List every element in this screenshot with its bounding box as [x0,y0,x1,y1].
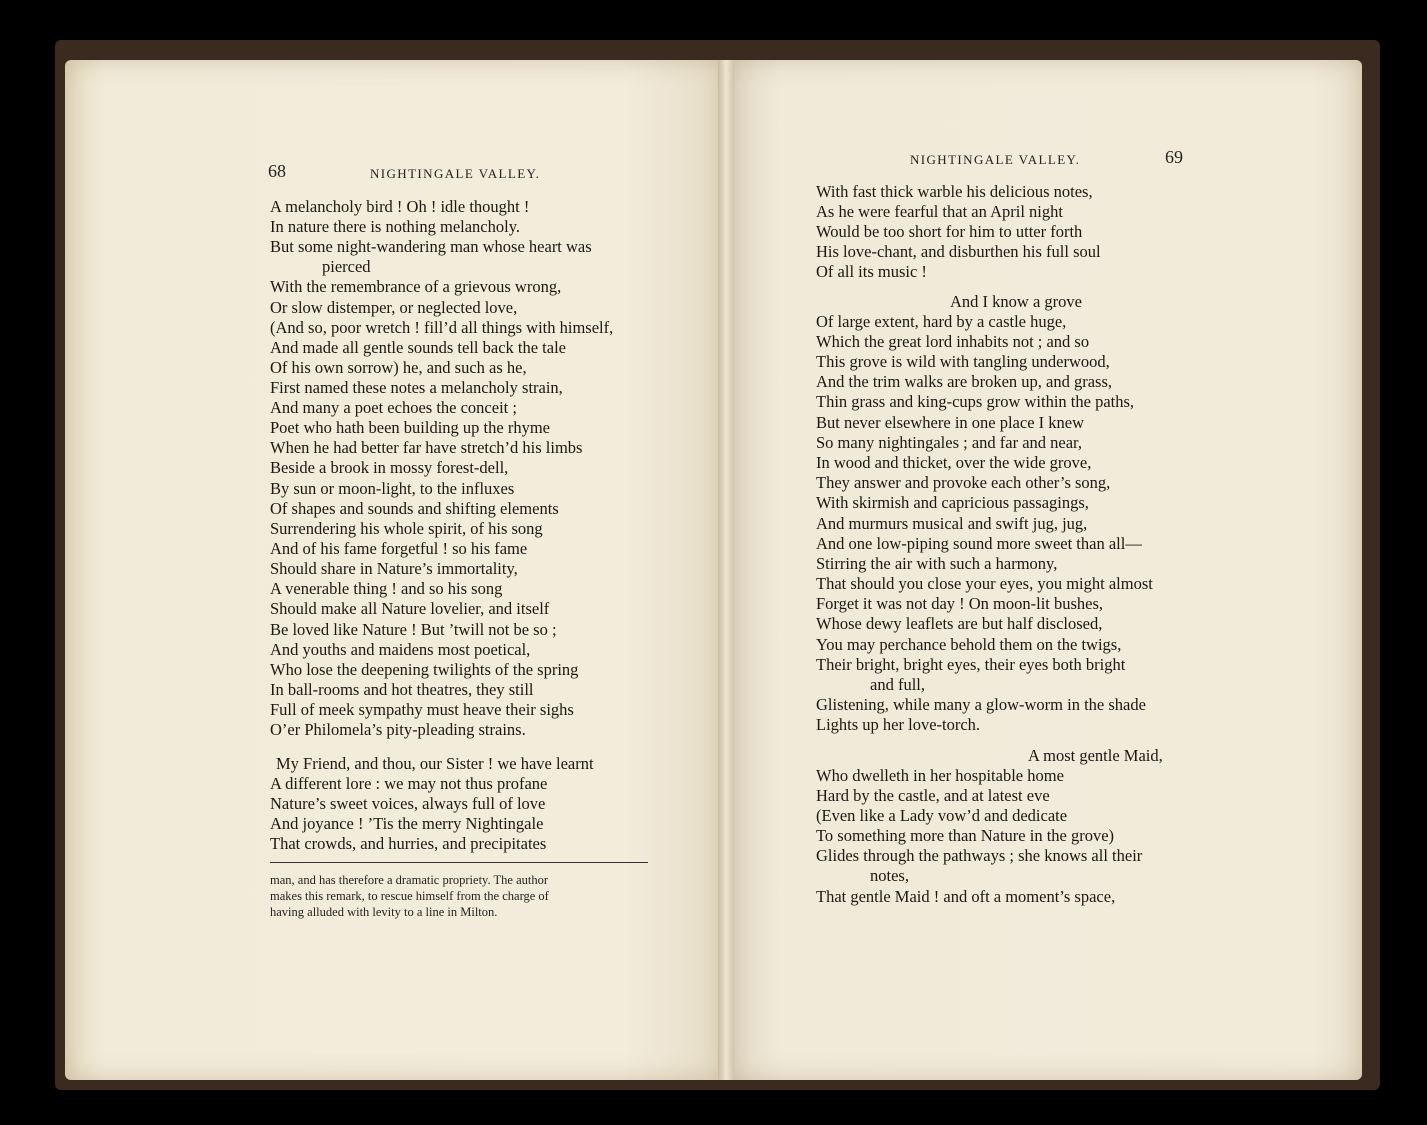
poem-line: And youths and maidens most poetical, [270,640,531,659]
poem-line: A most gentle Maid, [1028,746,1163,765]
poem-line: Nature’s sweet voices, always full of love [270,794,546,813]
poem-line: You may perchance behold them on the twigs, [816,635,1122,654]
poem-line: Of large extent, hard by a castle huge, [816,312,1067,331]
poem-line: And I know a grove [950,292,1082,311]
poem-line: This grove is wild with tangling underwood, [816,352,1110,371]
poem-line: When he had better far have stretch’d his limbs [270,438,583,457]
poem-line: Should share in Nature’s immortality, [270,559,518,578]
poem-line: A venerable thing ! and so his song [270,579,503,598]
poem-line: And joyance ! ’Tis the merry Nightingale [270,814,544,833]
poem-line: In wood and thicket, over the wide grove, [816,453,1092,472]
poem-line: Would be too short for him to utter forth [816,222,1083,241]
poem-line: And one low-piping sound more sweet than all— [816,534,1142,553]
poem-line: Which the great lord inhabits not ; and so [816,332,1090,351]
poem-line: Of shapes and sounds and shifting elements [270,499,559,518]
right-page-number: 69 [1165,147,1183,167]
poem-line: And of his fame forgetful ! so his fame [270,539,528,558]
poem-line: His love-chant, and disburthen his full soul [816,242,1101,261]
poem-line: They answer and provoke each other’s song, [816,473,1111,492]
poem-line: Stirring the air with such a harmony, [816,554,1058,573]
poem-line: Or slow distemper, or neglected love, [270,298,518,317]
poem-line: Forget it was not day ! On moon-lit bushes, [816,594,1104,613]
footnote-line: makes this remark, to rescue himself from the charge of [270,889,549,903]
poem-line: notes, [870,866,909,885]
poem-line: Full of meek sympathy must heave their sighs [270,700,574,719]
poem-line: That should you close your eyes, you might almost [816,574,1153,593]
poem-line: As he were fearful that an April night [816,202,1063,221]
poem-line: O’er Philomela’s pity-pleading strains. [270,720,526,739]
poem-line: Glistening, while many a glow-worm in the shade [816,695,1146,714]
poem-line: Their bright, bright eyes, their eyes both bright [816,655,1126,674]
poem-line: (And so, poor wretch ! fill’d all things with himself, [270,318,614,337]
poem-line: With skirmish and capricious passagings, [816,493,1089,512]
poem-line: And many a poet echoes the conceit ; [270,398,517,417]
poem-line: By sun or moon-light, to the influxes [270,479,515,498]
poem-line: A melancholy bird ! Oh ! idle thought ! [270,197,530,216]
poem-line: A different lore : we may not thus profane [270,774,548,793]
footnote-line: man, and has therefore a dramatic propriety. The author [270,873,549,887]
poem-line: With the remembrance of a grievous wrong, [270,277,562,296]
poem-line: Beside a brook in mossy forest-dell, [270,458,509,477]
poem-line: pierced [322,257,371,276]
poem-line: Who dwelleth in her hospitable home [816,766,1064,785]
poem-line: And the trim walks are broken up, and grass, [816,372,1113,391]
poem-line: In ball-rooms and hot theatres, they still [270,680,534,699]
poem-line: Should make all Nature lovelier, and itself [270,599,550,618]
right-running-header: NIGHTINGALE VALLEY. [910,152,1081,167]
left-page-number: 68 [268,161,286,181]
poem-line: My Friend, and thou, our Sister ! we have learnt [276,754,594,773]
poem-line: And made all gentle sounds tell back the tale [270,338,566,357]
poem-line: And murmurs musical and swift jug, jug, [816,514,1088,533]
poem-line: (Even like a Lady vow’d and dedicate [816,806,1068,825]
footnote-rule [270,862,648,863]
poem-line: Thin grass and king-cups grow within the paths, [816,392,1135,411]
poem-line: So many nightingales ; and far and near, [816,433,1083,452]
poem-line: Hard by the castle, and at latest eve [816,786,1050,805]
poem-line: That crowds, and hurries, and precipitates [270,834,547,853]
poem-line: Be loved like Nature ! But ’twill not be so ; [270,620,557,639]
footnote-line: having alluded with levity to a line in Milton. [270,905,498,919]
book-gutter [718,60,734,1080]
poem-line: To something more than Nature in the grove) [816,826,1115,845]
poem-line: In nature there is nothing melancholy. [270,217,521,236]
poem-line: Whose dewy leaflets are but half disclosed, [816,614,1103,633]
poem-line: With fast thick warble his delicious notes, [816,182,1093,201]
poem-line: First named these notes a melancholy strain, [270,378,563,397]
poem-line: Surrendering his whole spirit, of his song [270,519,543,538]
poem-line: and full, [870,675,925,694]
poem-line: Poet who hath been building up the rhyme [270,418,550,437]
poem-line: Who lose the deepening twilights of the spring [270,660,579,679]
poem-line: Glides through the pathways ; she knows all their [816,846,1143,865]
poem-line: But some night-wandering man whose heart was [270,237,592,256]
left-running-header: NIGHTINGALE VALLEY. [370,166,541,181]
poem-line: But never elsewhere in one place I knew [816,413,1085,432]
poem-line: Lights up her love-torch. [816,715,981,734]
poem-line: That gentle Maid ! and oft a moment’s space, [816,887,1116,906]
poem-line: Of all its music ! [816,262,927,281]
poem-line: Of his own sorrow) he, and such as he, [270,358,527,377]
